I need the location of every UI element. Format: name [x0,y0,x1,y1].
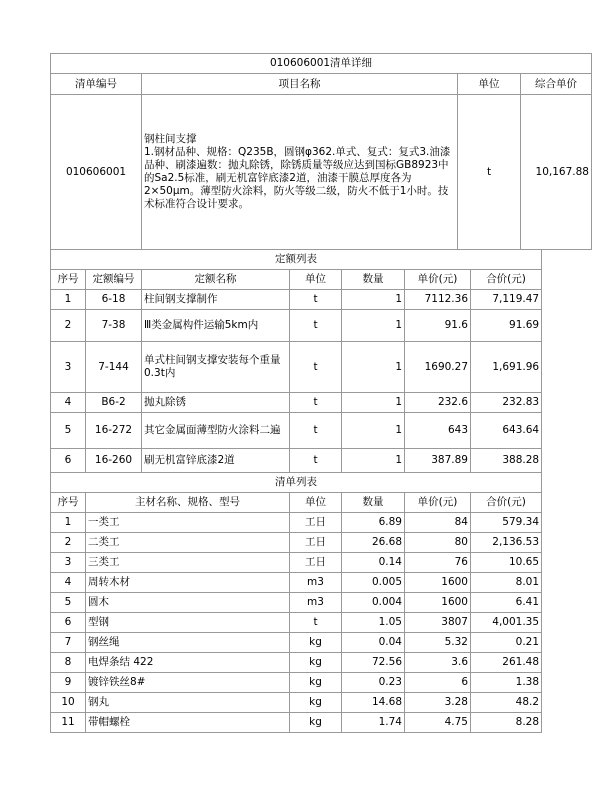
material-total: 8.28 [471,713,542,733]
quota-price: 387.89 [405,449,471,473]
material-unit: t [290,613,342,633]
quota-name: Ⅲ类金属构件运输5km内 [142,310,290,342]
item-price: 10,167.88 [521,95,592,250]
item-description: 1.钢材品种、规格：Q235B，圆钢φ362.单式、复式：复式3.油漆品种、刷漆遍数：抛丸除锈，除锈质量等级应达到国标GB8923中的Sa2.5标准，刷无机富锌底漆2道，油漆干膜总厚度各为2×50μm。薄型防火涂料，防火等级二级，防火不低于1小时。技术标准符合设计要求。 [144,146,451,210]
material-qty: 14.68 [342,693,405,713]
quota-code: B6-2 [86,393,142,413]
material-total: 0.21 [471,633,542,653]
material-unit: m3 [290,593,342,613]
material-qty: 6.89 [342,513,405,533]
material-total: 2,136.53 [471,533,542,553]
material-no: 4 [51,573,86,593]
quota-unit: t [290,393,342,413]
material-name: 型钢 [86,613,290,633]
material-name: 二类工 [86,533,290,553]
material-name: 一类工 [86,513,290,533]
quota-total: 643.64 [471,413,542,449]
material-total: 261.48 [471,653,542,673]
quota-header-name: 定额名称 [142,270,290,290]
material-qty: 1.05 [342,613,405,633]
material-total: 1.38 [471,673,542,693]
materials-header-price: 单价(元) [405,493,471,513]
quota-total: 388.28 [471,449,542,473]
quota-unit: t [290,449,342,473]
material-qty: 0.23 [342,673,405,693]
material-total: 4,001.35 [471,613,542,633]
quota-price: 7112.36 [405,290,471,310]
header-unit: 单位 [458,74,521,95]
material-no: 6 [51,613,86,633]
material-unit: kg [290,633,342,653]
material-price: 84 [405,513,471,533]
quota-qty: 1 [342,310,405,342]
material-price: 1600 [405,573,471,593]
material-unit: 工日 [290,533,342,553]
material-name: 电焊条结 422 [86,653,290,673]
material-price: 3807 [405,613,471,633]
material-no: 3 [51,553,86,573]
material-unit: 工日 [290,513,342,533]
table-row [51,513,542,533]
material-price: 6 [405,673,471,693]
quota-price: 232.6 [405,393,471,413]
material-price: 76 [405,553,471,573]
quota-price: 643 [405,413,471,449]
material-total: 10.65 [471,553,542,573]
material-qty: 1.74 [342,713,405,733]
material-name: 带帽螺栓 [86,713,290,733]
material-price: 5.32 [405,633,471,653]
table-row [51,693,542,713]
material-name: 镀锌铁丝8# [86,673,290,693]
table-row [51,573,542,593]
quota-name: 抛丸除锈 [142,393,290,413]
material-name: 三类工 [86,553,290,573]
quota-total: 232.83 [471,393,542,413]
material-no: 10 [51,693,86,713]
quota-qty: 1 [342,393,405,413]
quota-name: 其它金属面薄型防火涂料二遍 [142,413,290,449]
material-price: 80 [405,533,471,553]
table-row [51,413,542,449]
item-code: 010606001 [51,95,142,250]
material-total: 8.01 [471,573,542,593]
quota-code: 16-272 [86,413,142,449]
quota-name: 刷无机富锌底漆2道 [142,449,290,473]
quota-unit: t [290,342,342,393]
material-unit: kg [290,713,342,733]
quota-no: 3 [51,342,86,393]
material-qty: 0.04 [342,633,405,653]
table-row [51,342,542,393]
table-row [51,290,542,310]
header-name: 项目名称 [142,74,458,95]
quota-unit: t [290,290,342,310]
material-unit: kg [290,673,342,693]
material-no: 8 [51,653,86,673]
material-qty: 0.005 [342,573,405,593]
item-description-cell [142,95,458,250]
table-row [51,653,542,673]
material-qty: 26.68 [342,533,405,553]
material-total: 6.41 [471,593,542,613]
material-no: 2 [51,533,86,553]
table-row [51,533,542,553]
quota-qty: 1 [342,449,405,473]
quota-code: 7-38 [86,310,142,342]
material-unit: kg [290,653,342,673]
material-no: 5 [51,593,86,613]
materials-header-name: 主材名称、规格、型号 [86,493,290,513]
materials-header-total: 合价(元) [471,493,542,513]
item-name-title: 钢柱间支撑 [144,133,197,145]
material-price: 1600 [405,593,471,613]
quota-unit: t [290,310,342,342]
material-name: 钢丸 [86,693,290,713]
table-row [51,673,542,693]
table-row [51,310,542,342]
table-row [51,713,542,733]
quota-header-qty: 数量 [342,270,405,290]
quota-total: 1,691.96 [471,342,542,393]
quota-code: 7-144 [86,342,142,393]
materials-table [50,472,542,733]
quota-header-total: 合价(元) [471,270,542,290]
material-qty: 0.14 [342,553,405,573]
quota-name: 单式柱间钢支撑安装每个重量0.3t内 [142,342,290,393]
quota-qty: 1 [342,342,405,393]
quota-no: 1 [51,290,86,310]
material-unit: m3 [290,573,342,593]
quota-no: 5 [51,413,86,449]
quota-table [50,249,542,473]
material-no: 9 [51,673,86,693]
quota-no: 4 [51,393,86,413]
material-price: 3.28 [405,693,471,713]
quota-section-title: 定额列表 [51,250,542,270]
table-row [51,449,542,473]
quota-code: 6-18 [86,290,142,310]
material-total: 48.2 [471,693,542,713]
table-row [51,553,542,573]
material-qty: 72.56 [342,653,405,673]
quota-header-code: 定额编号 [86,270,142,290]
quota-no: 2 [51,310,86,342]
materials-header-no: 序号 [51,493,86,513]
quota-qty: 1 [342,290,405,310]
quota-total: 7,119.47 [471,290,542,310]
material-no: 1 [51,513,86,533]
item-table [50,53,592,250]
quota-no: 6 [51,449,86,473]
materials-header-unit: 单位 [290,493,342,513]
header-code: 清单编号 [51,74,142,95]
materials-header-qty: 数量 [342,493,405,513]
material-name: 周转木材 [86,573,290,593]
material-name: 钢丝绳 [86,633,290,653]
quota-price: 1690.27 [405,342,471,393]
quota-header-unit: 单位 [290,270,342,290]
material-name: 圆木 [86,593,290,613]
material-no: 7 [51,633,86,653]
quota-header-price: 单价(元) [405,270,471,290]
quota-total: 91.69 [471,310,542,342]
material-unit: kg [290,693,342,713]
material-price: 3.6 [405,653,471,673]
material-no: 11 [51,713,86,733]
quota-header-no: 序号 [51,270,86,290]
material-qty: 0.004 [342,593,405,613]
quota-price: 91.6 [405,310,471,342]
quota-code: 16-260 [86,449,142,473]
quota-unit: t [290,413,342,449]
header-price: 综合单价 [521,74,592,95]
quota-qty: 1 [342,413,405,449]
table-row [51,613,542,633]
table-row [51,393,542,413]
material-price: 4.75 [405,713,471,733]
material-total: 579.34 [471,513,542,533]
materials-section-title: 清单列表 [51,473,542,493]
item-unit: t [458,95,521,250]
table-title: 010606001清单详细 [51,54,592,74]
material-unit: 工日 [290,553,342,573]
table-row [51,633,542,653]
quota-name: 柱间钢支撑制作 [142,290,290,310]
table-row [51,593,542,613]
